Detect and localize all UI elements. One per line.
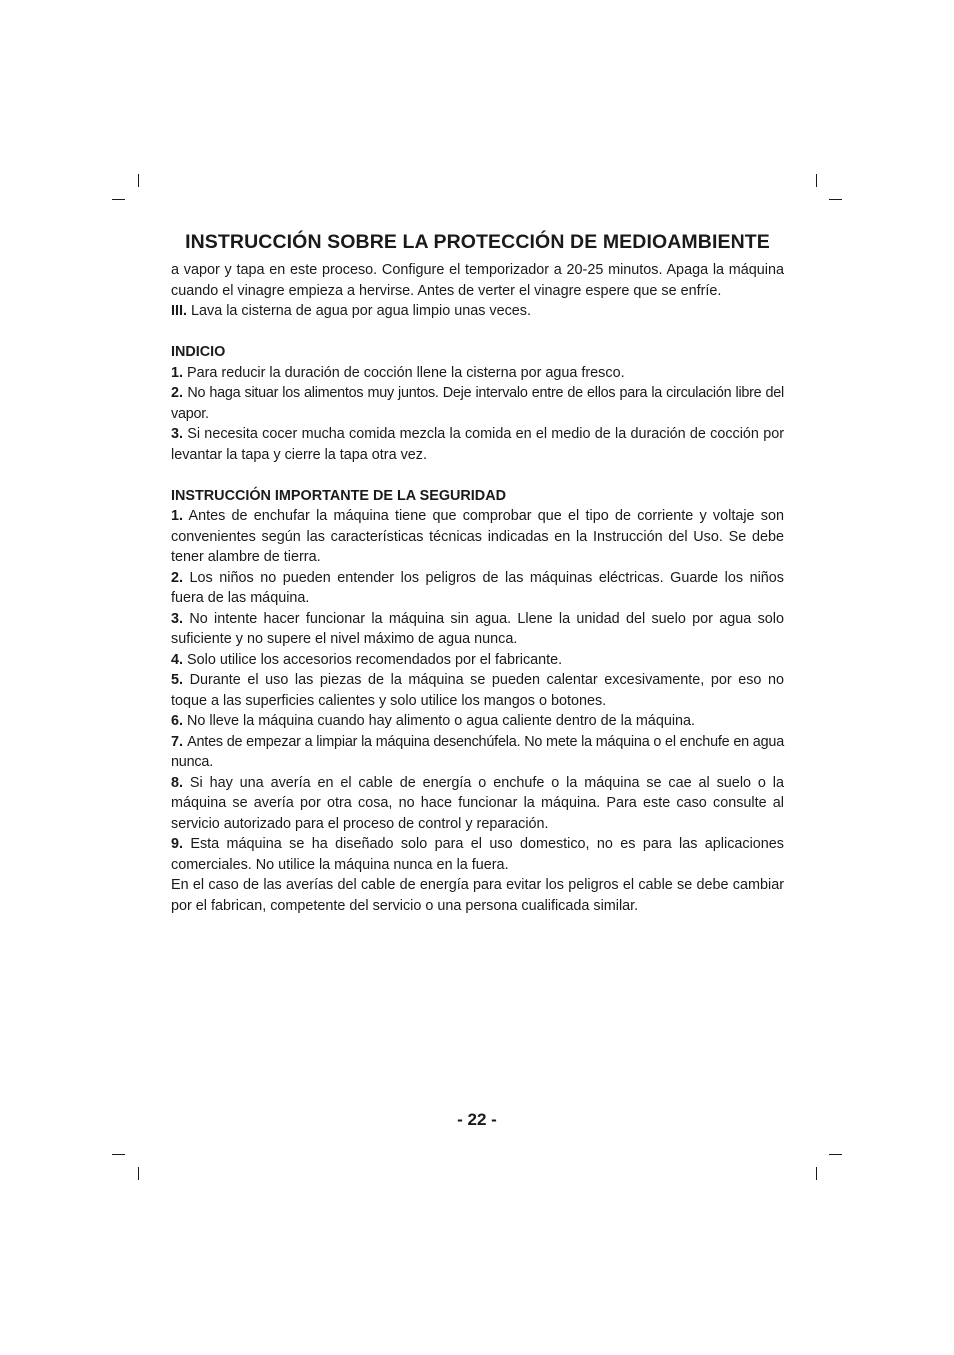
section-heading-seguridad: INSTRUCCIÓN IMPORTANTE DE LA SEGURIDAD <box>171 487 506 504</box>
list-item <box>171 424 784 465</box>
intro-step <box>171 301 784 322</box>
crop-mark <box>112 199 125 200</box>
crop-mark <box>138 1167 139 1180</box>
item-text: No haga situar los alimentos muy juntos. Deje intervalo entre de ellos para la circulación libre del vapor. <box>171 385 784 422</box>
document-body <box>171 260 784 916</box>
crop-mark <box>138 174 139 187</box>
crop-mark <box>829 1154 842 1155</box>
item-number: 1. <box>171 508 184 524</box>
closing-paragraph: En el caso de las averías del cable de energía para evitar los peligros el cable se debe cambiar por el fabrican, competente del servicio o una persona cualificada similar. <box>171 877 784 914</box>
item-number: 8. <box>171 774 184 791</box>
spacer <box>171 465 784 486</box>
item-text: Para reducir la duración de cocción llene la cisterna por agua fresco. <box>187 364 625 381</box>
list-item <box>171 568 784 609</box>
list-item <box>171 711 784 732</box>
item-number: 2. <box>171 569 184 586</box>
section-heading-indicio: INDICIO <box>171 344 226 360</box>
crop-mark <box>829 199 842 200</box>
item-number: 7. <box>171 733 184 750</box>
page-number: - 22 - <box>457 1110 497 1129</box>
item-number: 3. <box>171 426 184 442</box>
item-text: No lleve la máquina cuando hay alimento o agua caliente dentro de la máquina. <box>187 713 696 729</box>
list-item <box>171 650 784 671</box>
crop-mark <box>112 1154 125 1155</box>
item-text: Antes de empezar a limpiar la máquina desenchúfela. No mete la máquina o el enchufe en agua nunca. <box>171 733 784 770</box>
crop-mark <box>816 1167 817 1180</box>
list-item <box>171 773 784 835</box>
step-text: Lava la cisterna de agua por agua limpio unas veces. <box>191 303 531 319</box>
item-text: Solo utilice los accesorios recomendados por el fabricante. <box>187 651 563 668</box>
item-number: 1. <box>171 364 184 381</box>
intro-paragraph: a vapor y tapa en este proceso. Configure el temporizador a 20-25 minutos. Apaga la máquina cuando el vinagre empieza a hervirse. Antes de verter el vinagre espere que se enfríe. <box>171 262 784 299</box>
item-text: Los niños no pueden entender los peligros de las máquinas eléctricas. Guarde los niños fuera de las máquina. <box>171 569 784 606</box>
step-number: III. <box>171 303 187 319</box>
list-item <box>171 732 784 773</box>
list-item <box>171 609 784 650</box>
item-text: Durante el uso las piezas de la máquina se pueden calentar excesivamente, por eso no toque a las superficies calientes y solo utilice los mangos o botones. <box>171 672 784 709</box>
item-text: Esta máquina se ha diseñado solo para el uso domestico, no es para las aplicaciones comerciales. No utilice la máquina nunca en la fuera. <box>171 836 784 873</box>
item-text: Si necesita cocer mucha comida mezcla la comida en el medio de la duración de cocción por levantar la tapa y cierre la tapa otra vez. <box>171 426 784 463</box>
list-item <box>171 363 784 384</box>
item-number: 3. <box>171 610 184 627</box>
page-title: INSTRUCCIÓN SOBRE LA PROTECCIÓN DE MEDIOAMBIENTE <box>185 231 770 253</box>
item-text: Si hay una avería en el cable de energía o enchufe o la máquina se cae al suelo o la máquina se avería por otra cosa, no hace funcionar la máquina. Para este caso consulte al servicio autorizado para el proceso de control y reparación. <box>171 774 784 832</box>
crop-mark <box>816 174 817 187</box>
spacer <box>171 322 784 343</box>
item-number: 4. <box>171 651 184 668</box>
list-item <box>171 670 784 711</box>
item-number: 9. <box>171 836 184 852</box>
item-text: No intente hacer funcionar la máquina sin agua. Llene la unidad del suelo por agua solo suficiente y no supere el nivel máximo de agua nunca. <box>171 610 784 647</box>
list-item <box>171 383 784 424</box>
item-number: 6. <box>171 713 184 729</box>
item-text: Antes de enchufar la máquina tiene que comprobar que el tipo de corriente y voltaje son convenientes según las características técnicas indicadas en la Instrucción del Uso. Se debe tener alambre de tierra. <box>171 508 784 565</box>
list-item <box>171 506 784 568</box>
item-number: 5. <box>171 672 184 688</box>
list-item <box>171 834 784 875</box>
item-number: 2. <box>171 385 184 401</box>
